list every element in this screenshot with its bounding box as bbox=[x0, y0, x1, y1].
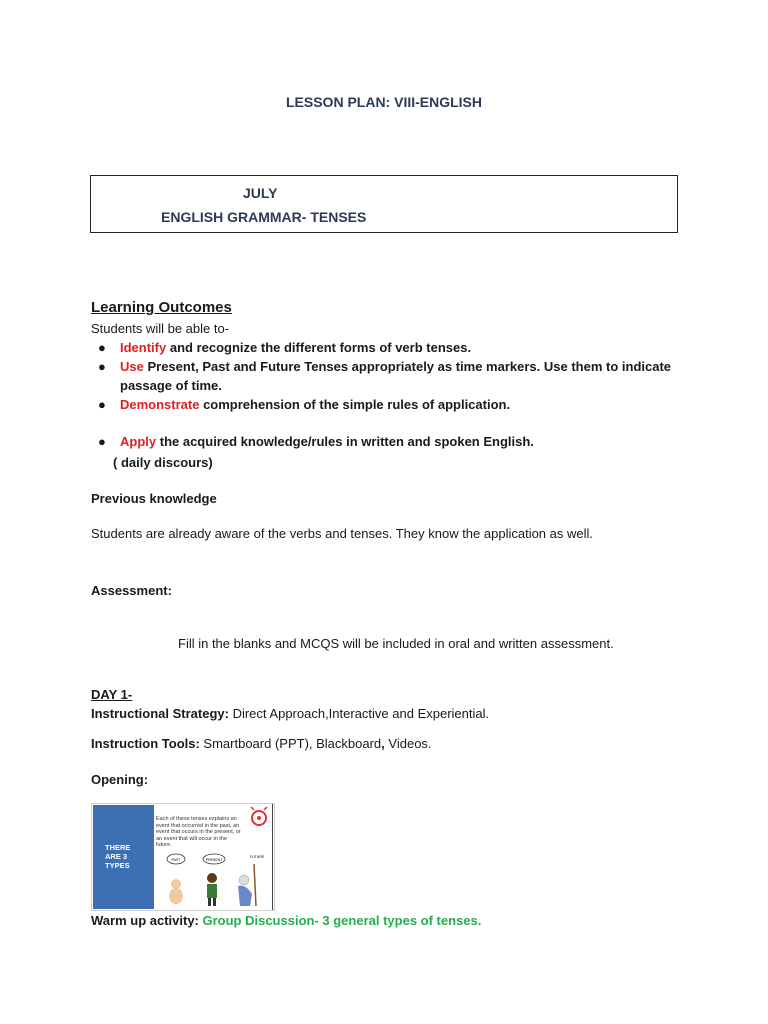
boy-figure-icon bbox=[207, 873, 217, 906]
strategy-value: Direct Approach,Interactive and Experiential. bbox=[228, 706, 490, 721]
list-item bbox=[91, 395, 691, 414]
slide-label-present: PRESENT bbox=[205, 858, 223, 862]
list-item bbox=[91, 357, 691, 395]
outcome-text: comprehension of the simple rules of application. bbox=[199, 397, 511, 412]
warmup-value: Group Discussion- 3 general types of tenses. bbox=[198, 913, 482, 928]
slide-label-past: PAST bbox=[171, 858, 181, 862]
outcome-text: the acquired knowledge/rules in written and spoken English. bbox=[156, 434, 534, 449]
previous-knowledge-text: Students are already aware of the verbs and tenses. They know the application as well. bbox=[91, 526, 593, 541]
list-item bbox=[91, 338, 691, 357]
slide-side-text: THERE ARE 3 TYPES bbox=[105, 843, 131, 870]
slide-illustration bbox=[154, 804, 272, 910]
learning-outcomes-intro: Students will be able to- bbox=[91, 321, 230, 336]
outcome-text: and recognize the different forms of verb tenses. bbox=[166, 340, 472, 355]
learning-outcomes-list bbox=[91, 338, 691, 451]
warmup-activity bbox=[91, 913, 481, 928]
month-label: JULY bbox=[243, 185, 278, 201]
alarm-clock-icon bbox=[251, 807, 267, 825]
tenses-slide-image bbox=[91, 803, 275, 911]
tools-value: Smartboard (PPT), Blackboard bbox=[199, 736, 382, 751]
assessment-text: Fill in the blanks and MCQS will be included in oral and written assessment. bbox=[178, 636, 614, 651]
outcome-text: Present, Past and Future Tenses appropriately as time markers. Use them to indicate passage of time. bbox=[120, 359, 672, 393]
bullet-icon: ● bbox=[98, 359, 106, 374]
opening-label: Opening: bbox=[91, 772, 149, 787]
bullet-icon: ● bbox=[98, 340, 106, 355]
action-verb: Demonstrate bbox=[120, 397, 200, 412]
slide-divider bbox=[272, 804, 273, 910]
baby-figure-icon bbox=[169, 879, 183, 904]
slide-body-text: Each of these tenses explains an event that occurred in the past, an event that occurs in the present, or an event that will occur in the future. bbox=[156, 816, 241, 848]
speech-bubble-present-icon bbox=[203, 854, 225, 864]
previous-knowledge-heading: Previous knowledge bbox=[91, 491, 217, 506]
action-verb: Use bbox=[120, 359, 144, 374]
slide-side-panel bbox=[93, 805, 154, 909]
bullet-icon: ● bbox=[98, 434, 106, 449]
list-item bbox=[91, 432, 691, 451]
outcome-sub-note: ( daily discours) bbox=[113, 455, 213, 470]
learning-outcomes-heading: Learning Outcomes bbox=[91, 299, 232, 316]
speech-bubble-past-icon bbox=[167, 854, 185, 864]
instruction-tools bbox=[91, 736, 432, 751]
page-title: LESSON PLAN: VIII-ENGLISH bbox=[285, 94, 482, 110]
bullet-icon: ● bbox=[98, 397, 106, 412]
warmup-label: Warm up activity: bbox=[91, 913, 199, 928]
slide-label-future: FUTURE bbox=[250, 855, 265, 859]
tools-label: Instruction Tools: bbox=[91, 736, 200, 751]
topic-box bbox=[90, 175, 678, 233]
assessment-heading: Assessment: bbox=[91, 583, 172, 598]
instructional-strategy bbox=[91, 706, 489, 721]
topic-label: ENGLISH GRAMMAR- TENSES bbox=[161, 209, 367, 225]
tools-end: Videos. bbox=[384, 736, 432, 751]
action-verb: Identify bbox=[120, 340, 167, 355]
tools-comma: , bbox=[381, 736, 385, 751]
action-verb: Apply bbox=[120, 434, 157, 449]
elderly-figure-icon bbox=[238, 864, 256, 906]
day-heading: DAY 1- bbox=[91, 687, 133, 702]
strategy-label: Instructional Strategy: bbox=[91, 706, 229, 721]
